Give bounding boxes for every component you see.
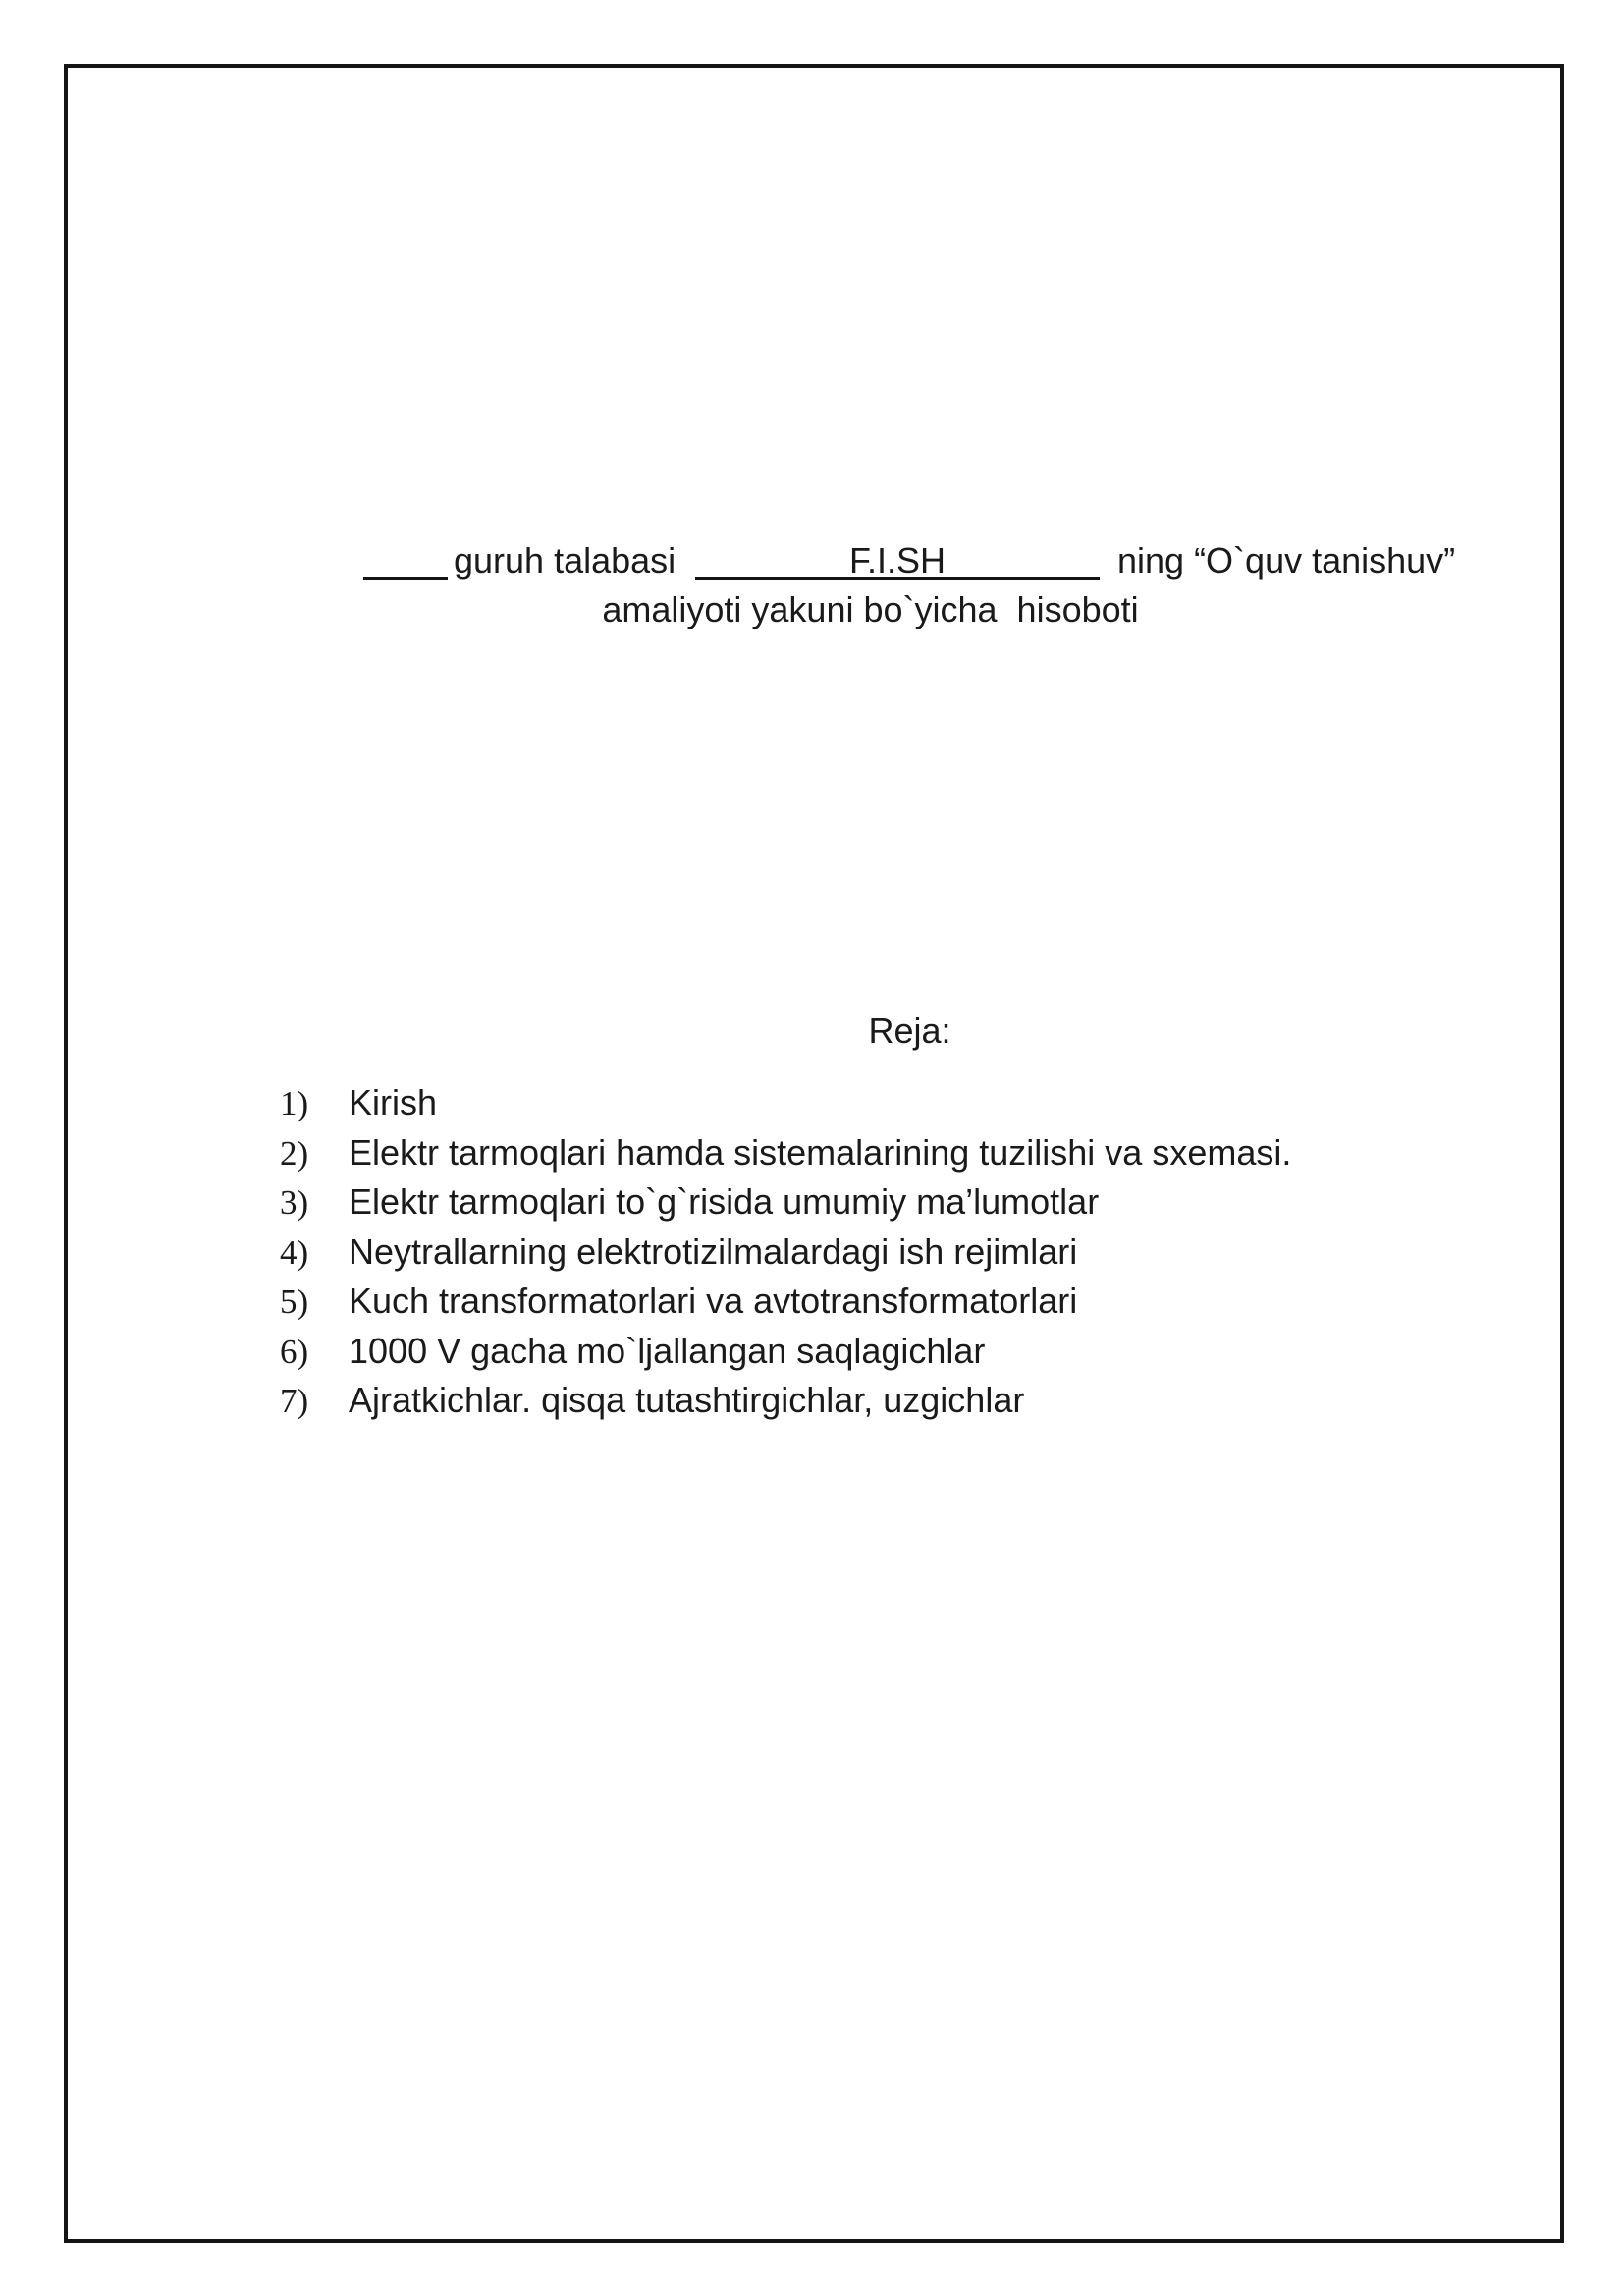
list-item bbox=[280, 1376, 1291, 1426]
list-item bbox=[280, 1177, 1291, 1228]
list-item-number: 1) bbox=[280, 1084, 309, 1122]
list-item-number: 3) bbox=[280, 1183, 309, 1222]
list-item bbox=[280, 1128, 1291, 1178]
title-line-1 bbox=[0, 538, 1623, 583]
list-item-text: Kuch transformatorlari va avtotransformatorlari bbox=[349, 1281, 1078, 1321]
list-item-text: Kirish bbox=[349, 1082, 438, 1122]
list-item-number: 5) bbox=[280, 1283, 309, 1321]
group-blank-line bbox=[363, 538, 448, 580]
plan-heading: Reja: bbox=[868, 1011, 951, 1051]
list-item-text: 1000 V gacha mo`ljallangan saqlagichlar bbox=[349, 1330, 986, 1371]
list-item bbox=[280, 1327, 1291, 1377]
list-item-number: 4) bbox=[280, 1232, 309, 1272]
list-item-text: Ajratkichlar. qisqa tutashtirgichlar, uzgichlar bbox=[349, 1380, 1025, 1420]
name-blank-line bbox=[695, 538, 1100, 580]
list-item-number: 2) bbox=[280, 1133, 309, 1173]
list-item bbox=[280, 1078, 1291, 1128]
practice-name-label: ning “O`quv tanishuv” bbox=[1117, 540, 1456, 580]
list-item-number: 6) bbox=[280, 1332, 309, 1371]
plan-list bbox=[280, 1078, 1291, 1426]
group-student-label: guruh talabasi bbox=[454, 540, 676, 580]
list-item bbox=[280, 1277, 1291, 1327]
title-line-2: amaliyoti yakuni bo`yicha hisoboti bbox=[602, 589, 1139, 629]
list-item-text: Neytrallarning elektrotizilmalardagi ish rejimlari bbox=[349, 1230, 1078, 1272]
list-item-text: Elektr tarmoqlari hamda sistemalarining tuzilishi va sxemasi. bbox=[349, 1131, 1292, 1173]
list-item bbox=[280, 1228, 1291, 1278]
list-item-number: 7) bbox=[280, 1382, 309, 1420]
name-placeholder: F.I.SH bbox=[848, 540, 946, 580]
list-item-text: Elektr tarmoqlari to`g`risida umumiy ma’lumotlar bbox=[349, 1181, 1100, 1222]
